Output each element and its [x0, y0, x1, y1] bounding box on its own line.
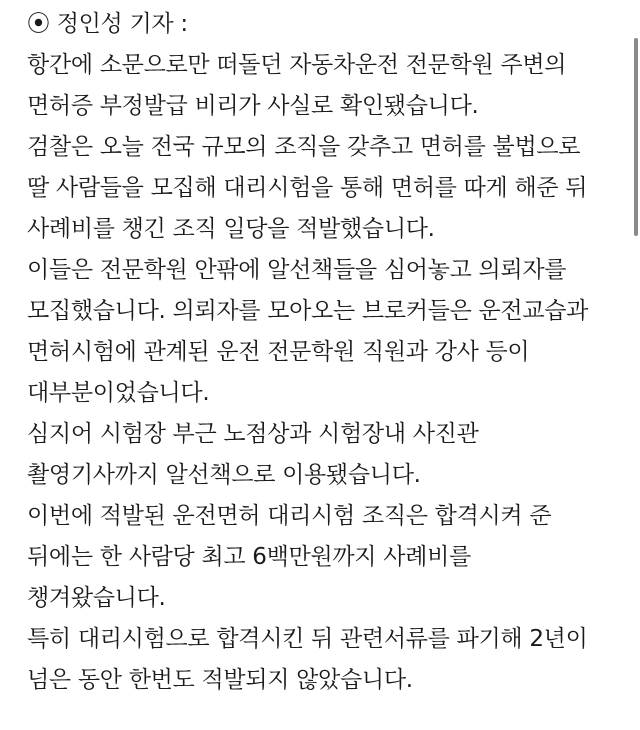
article-line: 이들은 전문학원 안팎에 알선책들을 심어놓고 의뢰자를	[27, 257, 567, 283]
article-line: 항간에 소문으로만 떠돌던 자동차운전 전문학원 주변의	[27, 52, 567, 78]
article-line: 딸 사람들을 모집해 대리시험을 통해 면허를 따게 해준 뒤	[27, 175, 588, 201]
article-line: 넘은 동안 한번도 적발되지 않았습니다.	[27, 667, 413, 693]
article-line: 촬영기사까지 알선책으로 이용됐습니다.	[27, 462, 421, 488]
article-line: 대부분이었습니다.	[27, 380, 210, 406]
article-line: 면허증 부정발급 비리가 사실로 확인됐습니다.	[27, 93, 479, 119]
article-line: 챙겨왔습니다.	[27, 585, 166, 611]
article-line: 뒤에는 한 사람당 최고 6백만원까지 사례비를	[27, 544, 471, 570]
scrollbar-thumb[interactable]	[634, 38, 638, 236]
article-line: 모집했습니다. 의뢰자를 모아오는 브로커들은 운전교습과	[27, 298, 589, 324]
article-line: 사례비를 챙긴 조직 일당을 적발했습니다.	[27, 216, 435, 242]
article-line: 심지어 시험장 부근 노점상과 시험장내 사진관	[27, 421, 479, 447]
scrollbar[interactable]	[632, 0, 640, 730]
byline: ⦿ 정인성 기자 :	[27, 11, 188, 37]
article-line: 특히 대리시험으로 합격시킨 뒤 관련서류를 파기해 2년이	[27, 626, 588, 652]
article-body	[27, 4, 617, 701]
article-line: 면허시험에 관계된 운전 전문학원 직원과 강사 등이	[27, 339, 530, 365]
article-line: 검찰은 오늘 전국 규모의 조직을 갖추고 면허를 불법으로	[27, 134, 581, 160]
article-line: 이번에 적발된 운전면허 대리시험 조직은 합격시켜 준	[27, 503, 552, 529]
